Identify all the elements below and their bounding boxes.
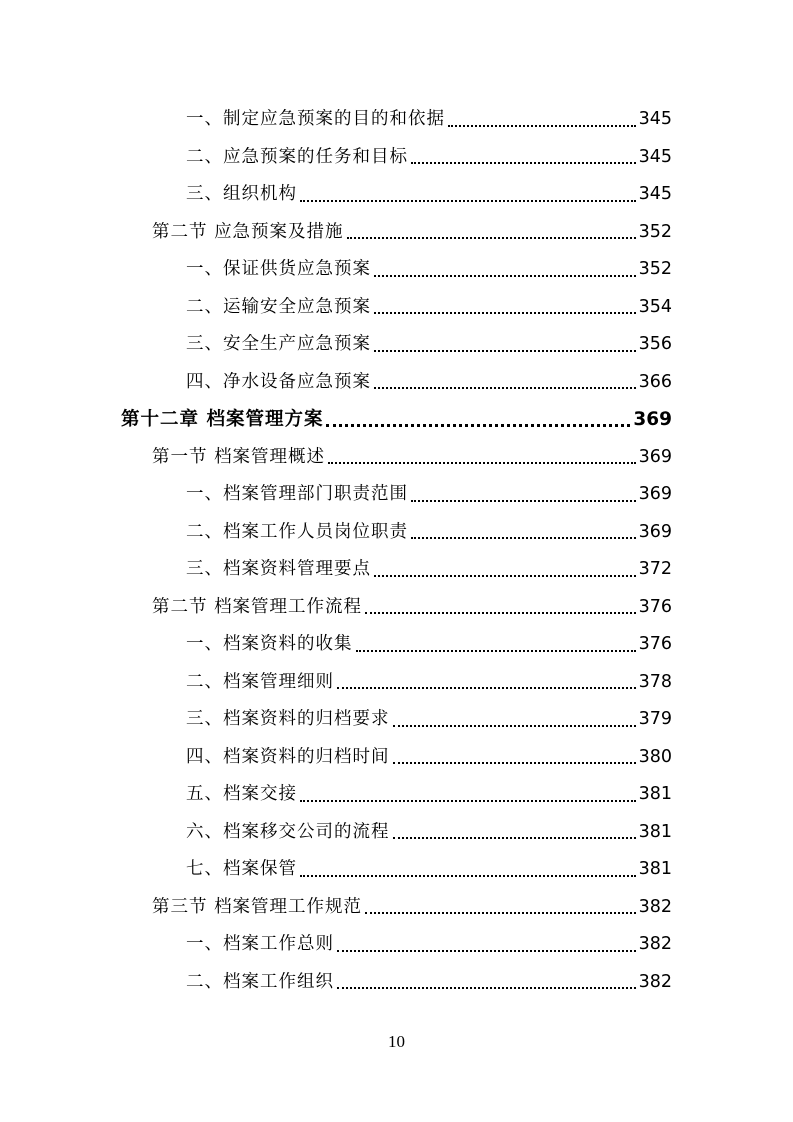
- toc-entry-title: 六、档案移交公司的流程: [186, 821, 390, 842]
- dot-leader: [347, 237, 636, 239]
- toc-entry-item[interactable]: [0, 964, 793, 1002]
- dot-leader: [300, 875, 636, 877]
- dot-leader: [337, 987, 636, 989]
- toc-entry-item[interactable]: [0, 364, 793, 402]
- toc-entry-item[interactable]: [0, 289, 793, 327]
- toc-entry-page: 366: [638, 371, 672, 392]
- toc-entry-page: 356: [638, 334, 672, 354]
- dot-leader: [448, 125, 636, 127]
- dot-leader: [374, 275, 636, 277]
- dot-leader: [411, 162, 636, 164]
- toc-entry-title: 第二节 档案管理工作流程: [152, 596, 363, 617]
- toc-entry-page: 381: [638, 821, 672, 842]
- toc-entry-page: 345: [638, 184, 672, 204]
- toc-entry-title: 第一节 档案管理概述: [152, 446, 326, 467]
- toc-entry-page: 354: [638, 296, 672, 317]
- toc-entry-item[interactable]: [0, 551, 793, 589]
- toc-entry-title: 二、运输安全应急预案: [186, 296, 371, 317]
- toc-entry-item[interactable]: [0, 926, 793, 964]
- toc-entry-item[interactable]: [0, 326, 793, 364]
- dot-leader: [374, 575, 636, 577]
- page-number: 10: [388, 1032, 405, 1051]
- dot-leader: [337, 950, 636, 952]
- dot-leader: [411, 537, 636, 539]
- toc-entry-page: 376: [638, 596, 672, 617]
- dot-leader: [393, 837, 636, 839]
- toc-entry-title: 四、档案资料的归档时间: [186, 746, 390, 767]
- toc-entry-page: 378: [638, 671, 672, 692]
- toc-entry-section[interactable]: [0, 439, 793, 477]
- toc-entry-page: 381: [638, 784, 672, 804]
- toc-entry-page: 382: [638, 934, 672, 954]
- dot-leader: [411, 500, 636, 502]
- toc-entry-chapter[interactable]: [0, 401, 793, 439]
- dot-leader: [365, 612, 636, 614]
- toc-entry-title: 四、净水设备应急预案: [186, 371, 371, 392]
- toc-entry-title: 三、档案资料的归档要求: [186, 709, 390, 729]
- toc-entry-page: 369: [638, 521, 672, 542]
- toc-entry-title: 第二节 应急预案及措施: [152, 221, 344, 242]
- dot-leader: [300, 800, 636, 802]
- toc-entry-page: 381: [638, 859, 672, 879]
- toc-entry-title: 第三节 档案管理工作规范: [152, 896, 363, 917]
- toc-entry-page: 382: [638, 971, 672, 992]
- dot-leader: [326, 424, 630, 427]
- toc-entry-item[interactable]: [0, 139, 793, 177]
- toc-entry-page: 369: [638, 446, 672, 467]
- toc-entry-item[interactable]: [0, 664, 793, 702]
- toc-entry-item[interactable]: [0, 701, 793, 739]
- toc-entry-page: 352: [638, 259, 672, 279]
- toc-entry-title: 一、档案资料的收集: [186, 634, 353, 654]
- toc-entry-title: 三、档案资料管理要点: [186, 559, 371, 579]
- toc-entry-page: 379: [638, 709, 672, 729]
- toc-entry-title: 三、安全生产应急预案: [186, 334, 371, 354]
- dot-leader: [300, 200, 636, 202]
- toc-entry-page: 382: [638, 896, 672, 917]
- toc-entry-item[interactable]: [0, 176, 793, 214]
- toc-entry-title: 二、应急预案的任务和目标: [186, 146, 408, 167]
- toc-entry-item[interactable]: [0, 101, 793, 139]
- toc-entry-page: 345: [638, 146, 672, 167]
- toc-entry-title: 一、档案管理部门职责范围: [186, 484, 408, 504]
- toc-entry-title: 七、档案保管: [186, 859, 297, 879]
- dot-leader: [393, 762, 636, 764]
- toc-entry-item[interactable]: [0, 851, 793, 889]
- toc-entry-title: 一、保证供货应急预案: [186, 259, 371, 279]
- toc-entry-section[interactable]: [0, 214, 793, 252]
- toc-entry-item[interactable]: [0, 626, 793, 664]
- toc-entry-item[interactable]: [0, 814, 793, 852]
- toc-entry-title: 一、制定应急预案的目的和依据: [186, 109, 445, 129]
- table-of-contents: [0, 101, 793, 1001]
- toc-entry-page: 352: [638, 221, 672, 242]
- dot-leader: [374, 312, 636, 314]
- toc-entry-item[interactable]: [0, 739, 793, 777]
- toc-entry-page: 372: [638, 559, 672, 579]
- toc-entry-item[interactable]: [0, 776, 793, 814]
- toc-entry-title: 二、档案管理细则: [186, 671, 334, 692]
- toc-entry-title: 一、档案工作总则: [186, 934, 334, 954]
- toc-entry-page: 369: [638, 484, 672, 504]
- dot-leader: [356, 650, 636, 652]
- toc-entry-page: 376: [638, 634, 672, 654]
- toc-entry-item[interactable]: [0, 251, 793, 289]
- toc-entry-page: 369: [633, 408, 672, 430]
- toc-entry-section[interactable]: [0, 889, 793, 927]
- toc-entry-title: 三、组织机构: [186, 184, 297, 204]
- toc-entry-title: 二、档案工作组织: [186, 971, 334, 992]
- toc-entry-title: 二、档案工作人员岗位职责: [186, 521, 408, 542]
- toc-entry-item[interactable]: [0, 514, 793, 552]
- dot-leader: [328, 462, 636, 464]
- toc-entry-section[interactable]: [0, 589, 793, 627]
- toc-entry-page: 345: [638, 109, 672, 129]
- toc-entry-title: 第十二章 档案管理方案: [121, 408, 324, 430]
- toc-entry-page: 380: [638, 746, 672, 767]
- dot-leader: [365, 912, 636, 914]
- dot-leader: [393, 725, 636, 727]
- dot-leader: [374, 350, 636, 352]
- toc-entry-title: 五、档案交接: [186, 784, 297, 804]
- dot-leader: [374, 387, 636, 389]
- toc-entry-item[interactable]: [0, 476, 793, 514]
- dot-leader: [337, 687, 636, 689]
